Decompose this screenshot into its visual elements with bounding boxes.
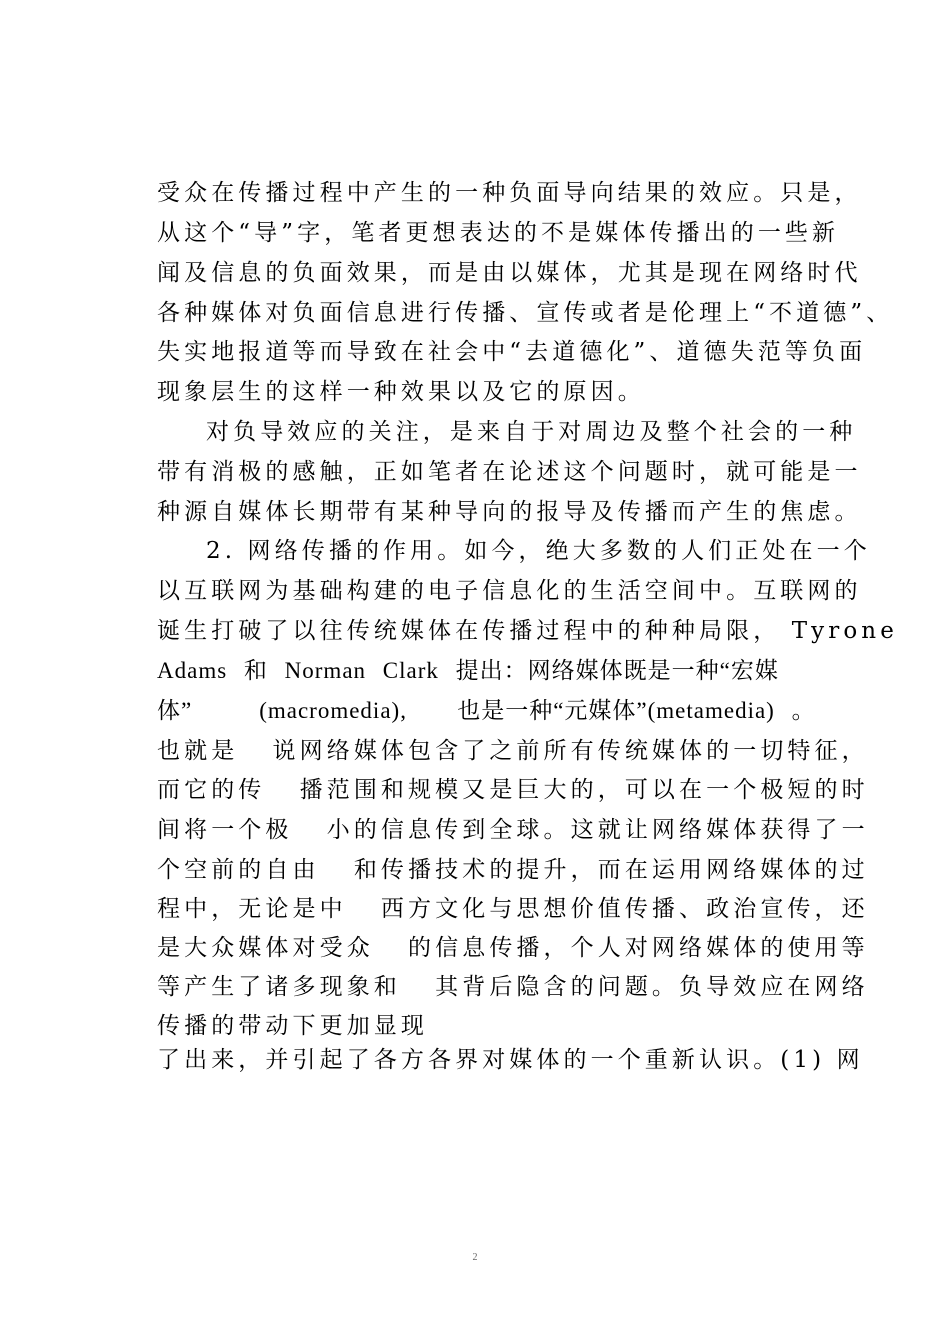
page-number: 2 — [472, 1252, 478, 1263]
text-line: 诞生打破了以往传统媒体在传播过程中的种种局限， Tyrone — [157, 618, 898, 644]
text-line: 受众在传播过程中产生的一种负面导向结果的效应。只是， — [157, 180, 862, 206]
text-line: Adams 和 Norman Clark 提出：网络媒体既是一种“宏媒 — [157, 658, 779, 683]
text-line: 而它的传 播范围和规模又是巨大的，可以在一个极短的时 — [157, 777, 869, 803]
text-line: 等产生了诸多现象和 其背后隐含的问题。负导效应在网络 — [157, 974, 869, 1000]
text-line: 带有消极的感触，正如笔者在论述这个问题时，就可能是一 — [157, 459, 862, 485]
text-line: 以互联网为基础构建的电子信息化的生活空间中。互联网的 — [157, 578, 862, 604]
text-line: 失实地报道等而导致在社会中“去道德化”、道德失范等负面 — [157, 339, 867, 365]
text-line: 程中，无论是中 西方文化与思想价值传播、政治宣传，还 — [157, 896, 869, 922]
text-line: 从这个“导”字，笔者更想表达的不是媒体传播出的一些新 — [157, 220, 840, 246]
text-line: 也就是 说网络媒体包含了之前所有传统媒体的一切特征， — [157, 738, 869, 764]
text-line: 现象层生的这样一种效果以及它的原因。 — [157, 379, 645, 405]
text-line: 了出来，并引起了各方各界对媒体的一个重新认识。(1) 网 — [157, 1047, 864, 1073]
text-line: 各种媒体对负面信息进行传播、宣传或者是伦理上“不道德”、 — [157, 300, 894, 326]
text-line: 种源自媒体长期带有某种导向的报导及传播而产生的焦虑。 — [157, 499, 862, 525]
text-line: 对负导效应的关注，是来自于对周边及整个社会的一种 — [206, 419, 857, 445]
text-line: 体” (macromedia), 也是一种“元媒体”(metamedia) 。 — [157, 698, 816, 723]
text-line: 间将一个极 小的信息传到全球。这就让网络媒体获得了一 — [157, 817, 869, 843]
text-line: 传播的带动下更加显现 — [157, 1013, 428, 1039]
text-line: 个空前的自由 和传播技术的提升，而在运用网络媒体的过 — [157, 857, 869, 883]
text-line: 闻及信息的负面效果，而是由以媒体，尤其是现在网络时代 — [157, 260, 862, 286]
text-line: 2. 网络传播的作用。如今，绝大多数的人们正处在一个 — [206, 538, 871, 564]
text-line: 是大众媒体对受众 的信息传播，个人对网络媒体的使用等 — [157, 935, 869, 961]
